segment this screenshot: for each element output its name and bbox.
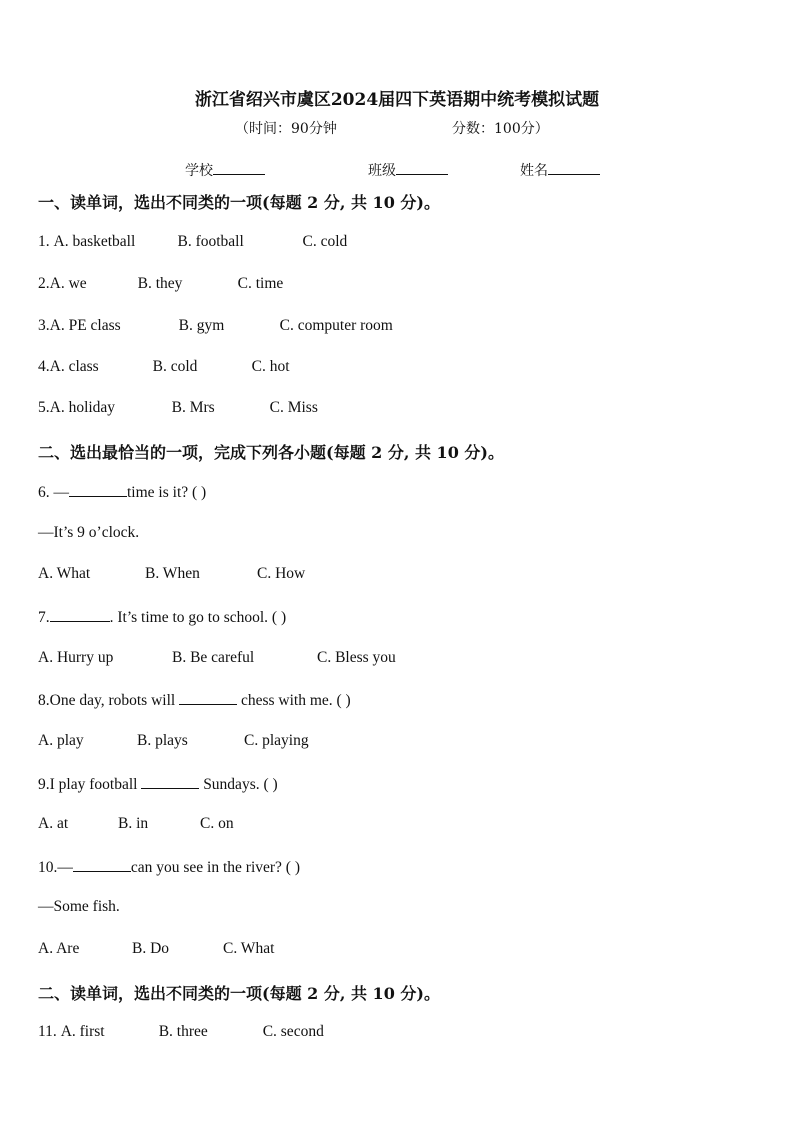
school-field bbox=[185, 160, 265, 180]
option-c: C. hot bbox=[251, 358, 290, 375]
question-stem-end: chess with me. ( ) bbox=[237, 692, 351, 709]
question-9-options bbox=[38, 815, 234, 833]
option-b: B. cold bbox=[152, 358, 198, 375]
option-a: A. Hurry up bbox=[38, 649, 114, 666]
question-10 bbox=[38, 857, 300, 877]
section-1-heading: 一、读单词，选出不同类的一项(每题 2 分, 共 10 分)。 bbox=[38, 193, 440, 212]
option-a: A. PE class bbox=[49, 317, 121, 334]
option-c: C. cold bbox=[302, 233, 348, 250]
question-6 bbox=[38, 482, 206, 502]
option-b: B. When bbox=[145, 565, 200, 582]
name-label: 姓名 bbox=[520, 163, 548, 179]
option-c: C. computer room bbox=[279, 317, 393, 334]
option-b: B. Be careful bbox=[172, 649, 255, 666]
option-a: A. Are bbox=[38, 940, 80, 957]
option-c: C. Bless you bbox=[317, 649, 396, 666]
question-stem-start: 7. bbox=[38, 609, 50, 626]
exam-time: （时间：90分钟 bbox=[235, 121, 337, 137]
school-blank[interactable] bbox=[213, 160, 265, 175]
option-a: A. holiday bbox=[49, 399, 116, 416]
answer-blank[interactable] bbox=[73, 857, 131, 872]
option-c: C. on bbox=[200, 815, 234, 832]
section-2-heading: 二、选出最恰当的一项，完成下列各小题(每题 2 分, 共 10 分)。 bbox=[38, 443, 504, 462]
option-b: B. gym bbox=[178, 317, 225, 334]
question-stem-start: 9.I play football bbox=[38, 776, 142, 793]
option-c: C. playing bbox=[244, 732, 309, 749]
option-c: C. second bbox=[262, 1023, 324, 1040]
option-a: A. play bbox=[38, 732, 84, 749]
question-6-reply: —It’s 9 o’clock. bbox=[38, 524, 140, 541]
option-a: A. at bbox=[38, 815, 69, 832]
question-number: 5. bbox=[38, 399, 50, 416]
option-b: B. they bbox=[137, 275, 183, 292]
option-b: B. football bbox=[177, 233, 244, 250]
option-b: B. plays bbox=[137, 732, 188, 749]
question-number: 2. bbox=[38, 275, 50, 292]
section-3-heading: 二、读单词，选出不同类的一项(每题 2 分, 共 10 分)。 bbox=[38, 984, 440, 1003]
question-7-options bbox=[38, 649, 396, 667]
name-blank[interactable] bbox=[548, 160, 600, 175]
question-number: 4. bbox=[38, 358, 50, 375]
question-5 bbox=[38, 399, 318, 417]
question-number: 11. bbox=[38, 1023, 61, 1040]
class-blank[interactable] bbox=[396, 160, 448, 175]
question-stem-start: 6. — bbox=[38, 484, 69, 501]
option-b: B. in bbox=[118, 815, 149, 832]
question-stem-end: Sundays. ( ) bbox=[199, 776, 278, 793]
answer-blank[interactable] bbox=[179, 690, 237, 705]
class-label: 班级 bbox=[368, 163, 396, 179]
question-10-options bbox=[38, 940, 274, 958]
question-10-reply: —Some fish. bbox=[38, 898, 120, 915]
question-9 bbox=[38, 774, 278, 794]
question-1 bbox=[38, 233, 347, 251]
question-11 bbox=[38, 1023, 324, 1041]
name-field bbox=[520, 160, 600, 180]
option-a: A. class bbox=[49, 358, 99, 375]
question-stem-end: . It’s time to go to school. ( ) bbox=[109, 609, 287, 626]
option-a: A. What bbox=[38, 565, 91, 582]
question-3 bbox=[38, 317, 393, 335]
option-a: A. first bbox=[60, 1023, 105, 1040]
page-title: 浙江省绍兴市虞区2024届四下英语期中统考模拟试题 bbox=[194, 90, 600, 110]
question-stem-start: 8.One day, robots will bbox=[38, 692, 180, 709]
answer-blank[interactable] bbox=[50, 607, 110, 622]
question-8-options bbox=[38, 732, 309, 750]
option-a: A. basketball bbox=[53, 233, 136, 250]
question-number: 1. bbox=[38, 233, 54, 250]
option-b: B. three bbox=[158, 1023, 208, 1040]
question-4 bbox=[38, 358, 290, 376]
question-stem-end: can you see in the river? ( ) bbox=[130, 859, 301, 876]
question-6-options bbox=[38, 565, 305, 583]
option-c: C. What bbox=[223, 940, 275, 957]
question-stem-start: 10.— bbox=[38, 859, 73, 876]
option-b: B. Do bbox=[132, 940, 170, 957]
question-2 bbox=[38, 275, 283, 293]
question-8 bbox=[38, 690, 351, 710]
exam-score: 分数：100分） bbox=[452, 121, 549, 137]
question-7 bbox=[38, 607, 286, 627]
question-stem-end: time is it? ( ) bbox=[127, 484, 207, 501]
class-field bbox=[368, 160, 448, 180]
option-c: C. How bbox=[257, 565, 306, 582]
option-b: B. Mrs bbox=[171, 399, 215, 416]
option-a: A. we bbox=[49, 275, 87, 292]
answer-blank[interactable] bbox=[69, 482, 127, 497]
school-label: 学校 bbox=[185, 163, 213, 179]
question-number: 3. bbox=[38, 317, 50, 334]
answer-blank[interactable] bbox=[141, 774, 199, 789]
option-c: C. time bbox=[237, 275, 284, 292]
option-c: C. Miss bbox=[269, 399, 318, 416]
